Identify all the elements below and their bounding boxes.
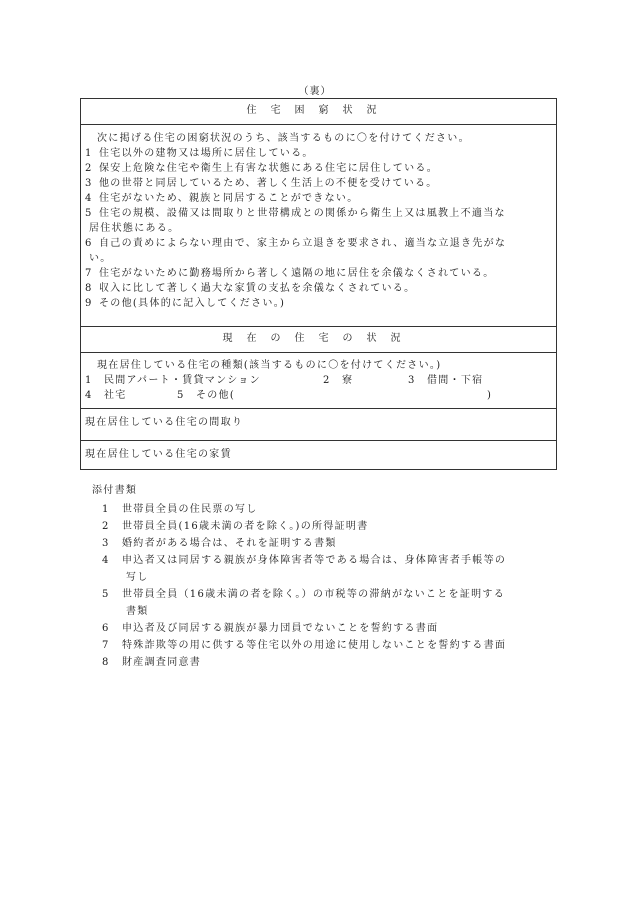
item-number: 9 [85, 298, 93, 309]
attachment-item [92, 501, 562, 518]
housing-type-options[interactable] [81, 353, 556, 403]
option-rented-room[interactable]: 3 借間・下宿 [408, 375, 484, 386]
housing-hardship-header [81, 99, 556, 125]
item-number: 7 [102, 640, 110, 651]
hardship-item[interactable] [85, 236, 552, 251]
item-number: 5 [102, 589, 110, 600]
item-number: 1 [102, 504, 110, 515]
attachment-item-continued: 写し [126, 572, 149, 583]
rent-section[interactable] [81, 441, 556, 471]
item-text: 世帯員全員の住民票の写し [122, 504, 258, 515]
attachment-item [92, 586, 562, 603]
item-text: 住宅以外の建物又は場所に居住している。 [99, 148, 314, 159]
item-text: その他(具体的に記入してください。) [99, 298, 286, 309]
option-company-housing[interactable]: 4 社宅 [85, 390, 127, 401]
hardship-item[interactable] [85, 296, 552, 311]
attachment-item [92, 518, 562, 535]
attachment-item [92, 535, 562, 552]
housing-type-row-1 [85, 373, 552, 388]
option-private-apartment[interactable]: 1 民間アパート・賃貸マンション [85, 375, 261, 386]
hardship-item[interactable] [85, 161, 552, 176]
attachments-title: 添付書類 [92, 485, 138, 496]
floor-plan-label: 現在居住している住宅の間取り [85, 417, 244, 428]
page-side-label: （裏） [298, 86, 332, 97]
section-title: 住宅困窮状況 [246, 105, 391, 116]
hardship-item[interactable] [85, 146, 552, 161]
option-other-close-paren: ) [487, 390, 493, 401]
attachment-item [92, 620, 562, 637]
hardship-item[interactable] [85, 206, 552, 221]
attachment-item-continued: 書類 [126, 606, 149, 617]
item-text: 住宅がないため、親族と同居することができない。 [99, 193, 359, 204]
item-text: 保安上危険な住宅や衛生上有害な状態にある住宅に居住している。 [99, 163, 438, 174]
item-number: 4 [102, 555, 110, 566]
item-number: 3 [85, 178, 93, 189]
item-number: 1 [85, 148, 93, 159]
item-number: 2 [102, 521, 110, 532]
housing-form [80, 98, 557, 470]
hardship-item-continued: 居住状態にある。 [89, 223, 180, 234]
hardship-intro: 次に掲げる住宅の困窮状況のうち、該当するものに〇を付けてください。 [97, 133, 470, 144]
item-text: 特殊詐欺等の用に供する等住宅以外の用途に使用しないことを誓約する書面 [122, 640, 507, 651]
item-number: 8 [85, 283, 93, 294]
hardship-list[interactable] [81, 125, 556, 311]
hardship-item-continued: い。 [89, 253, 112, 264]
item-text: 他の世帯と同居しているため、著しく生活上の不便を受けている。 [99, 178, 438, 189]
housing-type-intro: 現在居住している住宅の種類(該当するものに〇を付けてください。) [97, 360, 442, 371]
item-text: 住宅の規模、設備又は間取りと世帯構成との関係から衛生上又は風教上不適当な [99, 208, 506, 219]
section-title: 現在の住宅の状況 [222, 333, 415, 344]
floor-plan-section[interactable] [81, 409, 556, 441]
housing-hardship-section [81, 99, 556, 327]
housing-type-row-2 [85, 388, 552, 403]
item-number: 6 [102, 623, 110, 634]
attachment-item [92, 654, 562, 671]
item-text: 申込者及び同居する親族が暴力団員でないことを誓約する書面 [122, 623, 439, 634]
attachment-item [92, 552, 562, 569]
item-text: 世帯員全員(16歳未満の者を除く。)の所得証明書 [122, 521, 369, 532]
option-dormitory[interactable]: 2 寮 [323, 375, 354, 386]
hardship-item[interactable] [85, 266, 552, 281]
item-text: 世帯員全員（16歳未満の者を除く。）の市税等の滞納がないことを証明する [122, 589, 506, 600]
attachment-item [92, 637, 562, 654]
item-number: 4 [85, 193, 93, 204]
item-text: 収入に比して著しく過大な家賃の支払を余儀なくされている。 [99, 283, 416, 294]
option-other[interactable]: 5 その他( [177, 390, 236, 401]
item-text: 住宅がないために勤務場所から著しく遠隔の地に居住を余儀なくされている。 [99, 268, 495, 279]
attachments-list [92, 482, 562, 671]
item-text: 財産調査同意書 [122, 657, 202, 668]
item-number: 6 [85, 238, 93, 249]
hardship-item[interactable] [85, 281, 552, 296]
item-text: 申込者又は同居する親族が身体障害者等である場合は、身体障害者手帳等の [122, 555, 507, 566]
item-number: 3 [102, 538, 110, 549]
item-text: 自己の責めによらない理由で、家主から立退きを要求され、適当な立退き先がな [99, 238, 507, 249]
item-number: 8 [102, 657, 110, 668]
item-number: 2 [85, 163, 93, 174]
rent-label: 現在居住している住宅の家賃 [85, 449, 232, 460]
item-number: 5 [85, 208, 93, 219]
item-number: 7 [85, 268, 93, 279]
current-housing-section [81, 327, 556, 409]
item-text: 婚約者がある場合は、それを証明する書類 [122, 538, 337, 549]
hardship-item[interactable] [85, 191, 552, 206]
hardship-item[interactable] [85, 176, 552, 191]
current-housing-header [81, 327, 556, 353]
